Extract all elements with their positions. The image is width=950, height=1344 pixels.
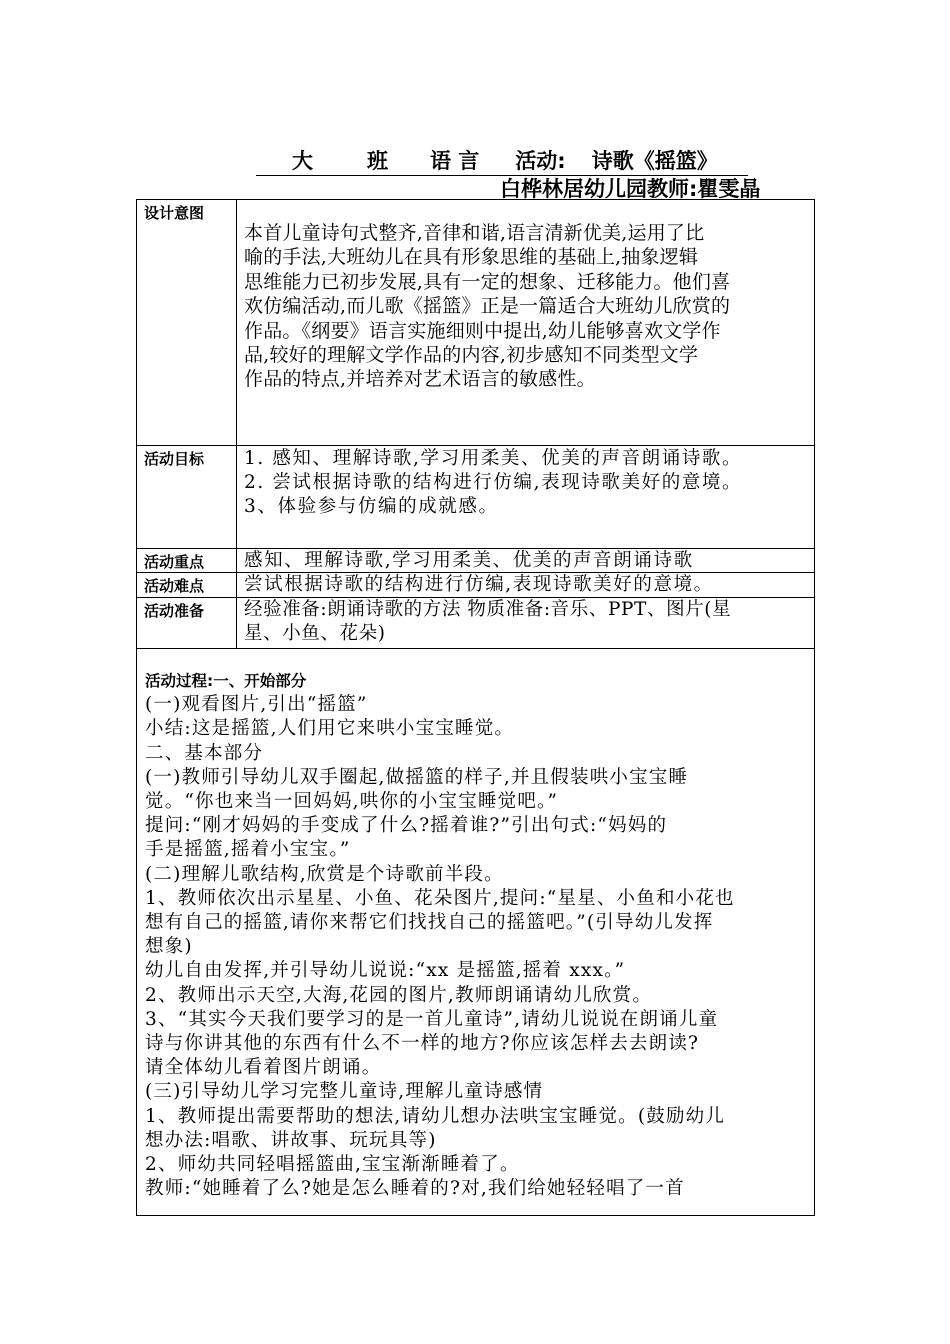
- process-line: 二、基本部分: [145, 742, 264, 764]
- process-line: (一)教师引导幼儿双手圈起,做摇篮的样子,并且假装哄小宝宝睡: [145, 766, 689, 788]
- label-preparation: 活动准备: [137, 598, 237, 648]
- process-heading: 活动过程:一、开始部分: [145, 672, 307, 690]
- row-design-intent: [137, 200, 814, 446]
- preparation-line: 星、小鱼、花朵): [244, 623, 386, 644]
- process-line: 诗与你讲其他的东西有什么不一样的地方?你应该怎样去去朗读?: [145, 1033, 700, 1055]
- author-line: 白桦林居幼儿园教师:瞿雯晶: [500, 177, 761, 201]
- process-line: 教师:“她睡着了么?她是怎么睡着的?对,我们给她轻轻唱了一首: [145, 1178, 685, 1200]
- row-preparation: [137, 598, 814, 649]
- process-line: (一)观看图片,引出“摇篮”: [145, 694, 368, 716]
- intent-line: 本首儿童诗句式整齐,音律和谐,语言清新优美,运用了比: [244, 222, 705, 244]
- title-subject: 语 言: [430, 149, 480, 173]
- content-difficulty: 尝试根据诗歌的结构进行仿编,表现诗歌美好的意境。: [244, 574, 714, 595]
- document-title: [256, 146, 756, 176]
- process-line: 小结:这是摇篮,人们用它来哄小宝宝睡觉。: [145, 718, 515, 740]
- row-difficulty: [137, 573, 814, 598]
- title-activity-label: 活动:: [515, 149, 566, 173]
- intent-line: 作品。《纲要》语言实施细则中提出,幼儿能够喜欢文学作: [244, 319, 721, 342]
- content-key-point: 感知、理解诗歌,学习用柔美、优美的声音朗诵诗歌: [244, 550, 694, 571]
- label-goals: 活动目标: [137, 446, 237, 548]
- intent-line: 品,较好的理解文学作品的内容,初步感知不同类型文学: [244, 344, 699, 367]
- process-line: 1、教师依次出示星星、小鱼、花朵图片,提问:“星星、小鱼和小花也: [145, 887, 735, 909]
- process-line: 想办法:唱歌、讲故事、玩玩具等): [145, 1129, 437, 1151]
- row-goals: [137, 446, 814, 549]
- process-line: 2、教师出示天空,大海,花园的图片,教师朗诵请幼儿欣赏。: [145, 984, 653, 1006]
- row-key-point: [137, 549, 814, 573]
- lesson-plan-table: [136, 199, 815, 1216]
- intent-line: 作品的特点,并培养对艺术语言的敏感性。: [244, 368, 596, 391]
- process-line: 想象): [145, 936, 193, 958]
- process-line: (三)引导幼儿学习完整儿童诗,理解儿童诗感情: [145, 1081, 544, 1103]
- title-grade: 大: [292, 149, 313, 173]
- process-line: 提问:“刚才妈妈的手变成了什么?摇着谁?”引出句式:“妈妈的: [145, 815, 668, 837]
- process-line: 3、“其实今天我们要学习的是一首儿童诗”,请幼儿说说在朗诵儿童: [145, 1008, 719, 1030]
- process-line: 手是摇篮,摇着小宝宝。”: [145, 839, 351, 861]
- label-key-point: 活动重点: [137, 549, 237, 572]
- process-line: (二)理解儿歌结构,欣赏是个诗歌前半段。: [145, 863, 504, 885]
- content-preparation: [237, 598, 814, 648]
- process-line: 幼儿自由发挥,并引导幼儿说说:“xx 是摇篮,摇着 xxx。”: [145, 960, 626, 982]
- title-class: 班: [367, 149, 388, 173]
- process-line: 2、师幼共同轻唱摇篮曲,宝宝渐渐睡着了。: [145, 1154, 520, 1176]
- intent-line: 欢仿编活动,而儿歌《摇篮》正是一篇适合大班幼儿欣赏的: [244, 295, 731, 318]
- intent-line: 喻的手法,大班幼儿在具有形象思维的基础上,抽象逻辑: [244, 246, 699, 269]
- content-goals: [237, 446, 814, 548]
- preparation-line: 经验准备:朗诵诗歌的方法 物质准备:音乐、PPT、图片(星: [244, 599, 732, 620]
- process-line: 想有自己的摇篮,请你来帮它们找找自己的摇篮吧。”(引导幼儿发挥: [145, 912, 714, 934]
- goal-line: 1. 感知、理解诗歌,学习用柔美、优美的声音朗诵诗歌。: [244, 448, 743, 469]
- intent-line: 思维能力已初步发展,具有一定的想象、迁移能力。他们喜: [244, 270, 731, 293]
- activity-process: [137, 649, 814, 1201]
- title-poem-name: 诗歌《摇篮》: [591, 149, 718, 173]
- goal-line: 2. 尝试根据诗歌的结构进行仿编,表现诗歌美好的意境。: [244, 472, 743, 493]
- process-line: 1、教师提出需要帮助的想法,请幼儿想办法哄宝宝睡觉。(鼓励幼儿: [145, 1105, 726, 1127]
- label-design-intent: 设计意图: [137, 200, 237, 445]
- goal-line: 3、体验参与仿编的成就感。: [244, 496, 499, 517]
- content-design-intent: [237, 200, 814, 445]
- process-line: 觉。“你也来当一回妈妈,哄你的小宝宝睡觉吧。”: [145, 791, 559, 813]
- label-difficulty: 活动难点: [137, 573, 237, 597]
- process-line: 请全体幼儿看着图片朗诵。: [145, 1057, 382, 1079]
